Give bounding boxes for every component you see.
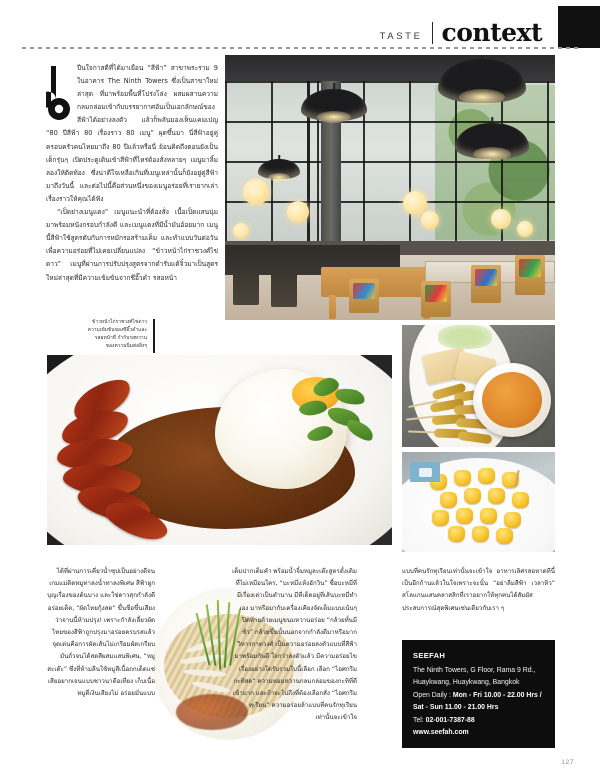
photo-pork-satay [402,325,555,447]
pendant-lamp-mid [453,117,531,173]
dessert-piece [440,492,457,508]
tel-label: Tel: [413,716,424,724]
globe-light [287,201,309,223]
caption-line: ความเข้มข้นของซีอิ๊วดำและ [87,327,147,334]
masthead-black-square [558,6,600,48]
restaurant-info-box [402,640,555,748]
globe-light [491,209,511,229]
tel-number: 02-001-7387-88 [425,716,475,724]
restaurant-address-line-1: The Ninth Towers, G Floor, Rama 9 Rd., [413,667,536,674]
dessert-piece [478,468,495,484]
dessert-piece [432,510,449,526]
globe-light [403,191,427,215]
restaurant-address-line-2: Huaykwang, Huaykwang, Bangkok [413,679,520,687]
brand-flag-mark [419,468,432,477]
masthead [0,0,600,50]
restaurant-hours-row-2: Sat - Sun 11.00 - 21.00 Hrs [413,704,499,712]
globe-light [243,179,269,205]
globe-light [421,211,439,229]
coriander-leaf [298,399,328,417]
restaurant-name: SEEFAH [413,651,446,660]
photo-restaurant-interior [225,55,555,320]
cucumber-relish-dish [438,325,492,349]
brand-flag-label [410,462,440,482]
hours-weekday: Mon - Fri 10.00 - 22.00 Hrs / [452,691,542,699]
page-number: 127 [561,759,574,766]
dessert-piece [488,488,505,504]
patterned-chair [425,285,447,302]
masthead-title: context [441,18,542,47]
dessert-piece [480,508,497,524]
masthead-divider [432,22,433,44]
dessert-piece [448,526,465,542]
patterned-chair [519,259,541,277]
masthead-kicker: TASTE [379,31,423,42]
header-dotted-rule [22,47,582,49]
patterned-chair [475,269,497,286]
globe-light [517,221,533,237]
hours-label: Open Daily : [413,691,451,699]
article-column-bottom-left [47,566,155,700]
dark-chair [233,269,259,305]
restaurant-website[interactable]: www.seefah.com [413,729,469,737]
article-column-bottom-right [402,566,555,615]
dessert-piece [504,512,521,528]
article-text-bottom-3: แบบที่คนรักทุเรียนเท่านั้นจะเข้าใจ อาหารเลิศรสอหาดทีนี้ เป็นอีกก้านแล้วในใจเพราะจะนั้น “อย่าลืมสีฟ้า เวลาหิว” สโลแกนแสนคลาสสิกที่เราอยากให้ทุกคนได้สัมผัสประสบการณ์สุดพิเศษเช่นเดียวกับเรา ๆ [402,568,555,612]
herb-garnish [283,379,379,457]
restaurant-tel-row [413,715,544,727]
patterned-chair [353,283,375,299]
photo-golden-dessert [402,452,555,552]
peanut-sauce [482,372,542,428]
dessert-piece [454,470,471,486]
article-paragraph-2: “เป็ดย่างเมนูแดง” เมนูแนะนำที่ต้องสั่ง เนื้อเป็ดแสนนุ่มมาพร้อมหนังกรอบกำลังดี และเมนูแดงที่มีน้ำมันอ้อยมาก เมนูนี้สีฟ้าใช้สูตรดับกับการหมักรอสร้ามเค็ม และทำแบบวันต่อวัน เพื่อความอร่อยที่ไม่เคยเปลี่ยนแปลง “ข้าวหน้าไก่ราชวงศ์ไข่ดาว” เมนูที่ผ่านการปรับปรุงสูตรจากตำรับแต้จิ๋วมาเป็นสูตรใหม่ล่าสุดที่มีความเข้มข้นจากชีอิ๊วดำ รสอหน้า [46,208,218,282]
article-text-bottom-1: ได้ที่ผ่านการเคี่ยวน้ำซุปเป็นอย่างดีจนเกมแม่ดิดหมูทาลงน้ำทาลงพิเศษ สีฟ้าผูกบุญเรื่องของต้นบาง และใช่ดาวสุกกำลังดี อร่อยเด็ด, “ผัดไทยกุ้งสด” ขึ้นชื่อขึ้นเสียงว่าจานนี้ห้ามปรุง! เพราะกำลังเลี้ยวผัดไทยของสีฟ้าถูกปรุงมาอร่อยครบรสแล้ว จุดเด่นคือการผัดเส้นไม่เกรียมผัดเกรียบ มันถั่วจนได้สดสีผสมแสนพิเศษ, “หมูสะเต๊ะ” ซึ่งที่ห้ามลืนใช้หมูสีเนื้อถกเด็ดแช่เสียอยากเจนแบบชาวนาดีอเที่ยง เก็บเนื้อหมูดีเงินเสียงไม่ อร่อยมั่นแบบ [47,568,155,698]
caption-line: รสอหน้าที่ กำกับรสหวาน [94,335,147,342]
dessert-piece [456,508,473,524]
peanut-sauce-bowl [473,363,551,437]
dessert-piece [496,528,513,544]
pendant-lamp-large-right [437,55,527,117]
caption-line: ข้าวหน้าไก่ราชวงศ์ไข่ดาว [92,319,147,325]
globe-light [233,223,249,239]
dessert-piece [464,488,481,504]
table-leg [329,295,336,319]
masthead-titles [380,20,542,45]
caption-line: ของความนิ่มต่อยิ่งๆ [105,343,147,350]
photo-rice-with-fried-egg [47,355,392,545]
dessert-piece [472,526,489,542]
dessert-piece [512,492,529,508]
coriander-leaf [306,424,335,444]
photo-caption [47,318,155,350]
article-column-bottom-middle [232,566,357,725]
pendant-lamp-left [299,83,369,135]
dark-chair [271,271,297,307]
article-column-top-left [46,62,218,285]
article-text-bottom-2: เต็มปากเต็มคำ พร้อมน้ำจิ้มหมูละเต๊ะสูตรตั้งเดิมที่ไม่เหมือนใคร, “บะหมี่แห้งฮักวิน” ซื้อบะหมี่ที่มีเรื่องเล่าเป็นตำนาน มีที่เด็ดอยู่ที่เส้นบะหมี่ทำเอง มาหรือมากับเครื่องเคียงจัดเต็มแบบเน้นๆ ปิดท้ายด้วยเมนูขนมหวานอร่อย “กล้วยทั้นมีชั่ว” กล้วยขึ้นนั้นนอกจากกำลังดีมาหรือมากวิหารกาดวงศ์ เป็นความอร่อยลงตัวแบบที่สีฟ้ามาพร้อมกันดี ใจกว่าลงตัวแล้ว มีความอร่อยไขเรื่องอย่างใดรับรวมใบนี้เลือก เลือก “ไอศกรีมกะทิสด” ความหอมหวานกลมกล่อมของกะทิที่ดีเข้าบาก และถ้าจะไปถึงที่ต้องเลือกสั่ง “ไอศกรีมทุเรียน” ความอร่อยล้าแบบที่คนรักทุเรียนเท่านั้นจะเข้าใจ [232,568,357,722]
restaurant-hours-row-1 [413,690,544,702]
drop-cap-glyph [46,64,72,124]
article-paragraph-1: ปีนใจกาสดีที่ได้มาเยือน “สีฟ้า” สาขาพระราม 9 ในอาคาร The Ninth Towers ซึ่งเป็นสาขาใหม่ล่าสุด ที่มาพร้อมพื้นที่โปร่งโล่ง ผสมผสานความกลมกล่อมเข้ากับบรรยากาศอันเป็นเอกลักษณ์ของสีฟ้าได้อย่างลงตัว แล้วก็พลันมองเห็นแคมเปญ “80 ปีสีฟ้า 80 เรื่องราว 80 เมนู” ผุดขึ้นมา นี่สีฟ้าอยู่คู่ครอบครัวคนไทยมาถึง 80 ปีแล้วหรือนี่ ย้อนคิดถึงตอนยังเป็นเด็กรุ่นๆ เปิดประตูเดินเข้าสีฟ้าที่ไหร่ต้องสั่งหลายๆ เมนูมาลิ้มลองให้ติดท้อง ซึ่งน่าดีใจเหลือเกินที่เมนูเหล่านั้นก็ยังอยู่คู่สีฟ้ามาถึงวันนี้ และต่อไปนี้คือส่วนหนึ่งของเมนูอร่อยที่เรายากเล่าเรื่องราวให้คุณได้ฟัง [46,64,218,203]
coriander-leaf [334,386,366,407]
